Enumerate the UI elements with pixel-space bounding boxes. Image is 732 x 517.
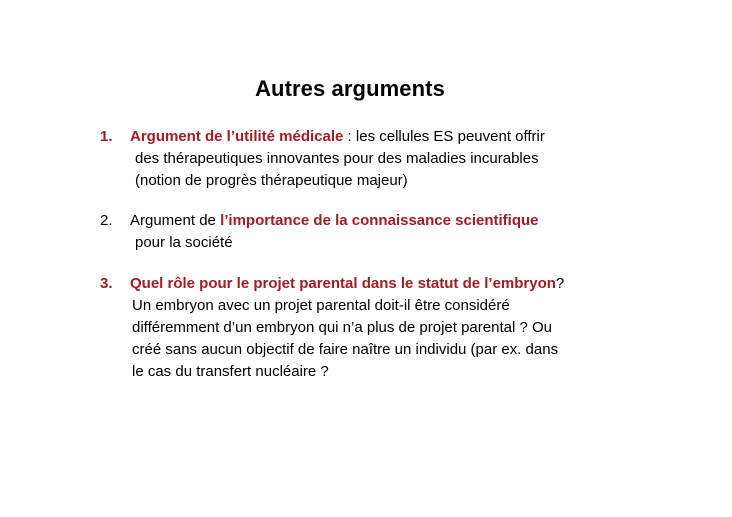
item-3-line-3: différemment d’un embryon qui n’a plus de projet parental ? Ou bbox=[132, 319, 552, 336]
list-item-3 bbox=[100, 273, 660, 383]
item-2-highlight: l’importance de la connaissance scientifique bbox=[220, 212, 539, 229]
item-1-line-2: des thérapeutiques innovantes pour des maladies incurables bbox=[135, 150, 539, 167]
item-1-rest: : les cellules ES peuvent offrir bbox=[343, 128, 545, 145]
item-3-line-2: Un embryon avec un projet parental doit-il être considéré bbox=[132, 297, 510, 314]
item-2-first-line bbox=[100, 210, 660, 232]
item-3-line-4: créé sans aucun objectif de faire naître un individu (par ex. dans bbox=[132, 341, 559, 358]
item-3-first-line bbox=[100, 273, 660, 295]
item-1-highlight: Argument de l’utilité médicale bbox=[130, 128, 344, 145]
item-3-number: 3. bbox=[100, 275, 113, 292]
item-3-line-5: le cas du transfert nucléaire ? bbox=[132, 363, 329, 380]
slide-title: Autres arguments bbox=[255, 76, 445, 101]
list-item-2 bbox=[100, 210, 660, 254]
item-2-prefix: Argument de bbox=[130, 212, 221, 229]
item-1-number: 1. bbox=[100, 128, 113, 145]
list-item-1 bbox=[100, 126, 660, 192]
item-1-line-3: (notion de progrès thérapeutique majeur) bbox=[135, 172, 408, 189]
item-1-first-line bbox=[100, 126, 660, 148]
item-2-number: 2. bbox=[100, 212, 113, 229]
item-2-line-2: pour la société bbox=[135, 234, 233, 251]
item-3-highlight: Quel rôle pour le projet parental dans le statut de l’embryon bbox=[130, 275, 556, 292]
item-3-rest: ? bbox=[555, 275, 565, 292]
